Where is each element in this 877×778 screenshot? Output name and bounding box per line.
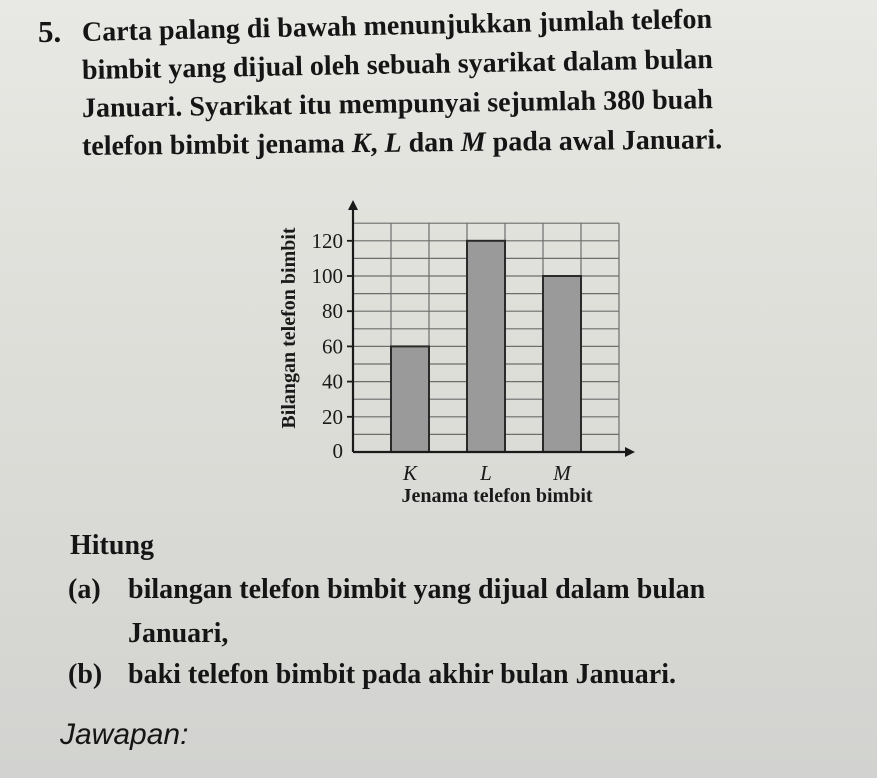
question-intro (81, 3, 802, 166)
bar-l (467, 241, 505, 452)
y-tick-label: 100 (311, 264, 343, 288)
intro-line: bimbit yang dijual oleh sebuah syarikat dalam bulan (81, 43, 714, 86)
y-tick-label: 120 (311, 228, 343, 253)
x-tick-label: K (402, 461, 418, 485)
task-heading: Hitung (70, 530, 155, 561)
intro-text: dan (401, 127, 461, 159)
bar-m (543, 276, 581, 452)
x-axis-arrow (625, 447, 635, 457)
answer-label: Jawapan: (60, 718, 189, 751)
brand-k: K (351, 127, 371, 160)
x-axis-title: Jenama telefon bimbit (401, 485, 593, 507)
task-b-marker: (b) (68, 659, 103, 690)
y-axis-title: Bilangan telefon bimbit (278, 227, 300, 429)
y-tick-label: 0 (332, 439, 343, 463)
task-b-text: baki telefon bimbit pada akhir bulan Januari. (128, 659, 676, 690)
intro-text: pada awal Januari. (485, 124, 723, 158)
y-tick-label: 80 (322, 299, 343, 324)
y-tick-label: 40 (322, 369, 343, 394)
question-number: 5. (38, 14, 62, 49)
y-tick-label: 20 (322, 404, 343, 429)
intro-text: telefon bimbit jenama (81, 128, 353, 162)
task-a-continued: Januari, (128, 618, 229, 649)
task-b (68, 655, 676, 695)
chart-bars (391, 241, 581, 452)
intro-text: , (370, 127, 385, 159)
intro-line: Januari. Syarikat itu mempunyai sejumlah 380 buah (81, 84, 714, 124)
y-tick-label: 60 (322, 334, 343, 359)
x-tick-label: M (553, 461, 571, 485)
bar-k (391, 346, 429, 452)
bar-chart (255, 196, 655, 516)
task-a (68, 570, 705, 610)
task-a-text: bilangan telefon bimbit yang dijual dalam bulan (128, 574, 706, 605)
y-axis-arrow (348, 200, 358, 210)
x-tick-label: L (480, 461, 492, 485)
task-a-marker: (a) (68, 574, 101, 605)
brand-m: M (460, 126, 486, 159)
intro-line (82, 120, 802, 166)
brand-l: L (384, 127, 402, 159)
intro-line: Carta palang di bawah menunjukkan jumlah telefon (81, 3, 713, 48)
